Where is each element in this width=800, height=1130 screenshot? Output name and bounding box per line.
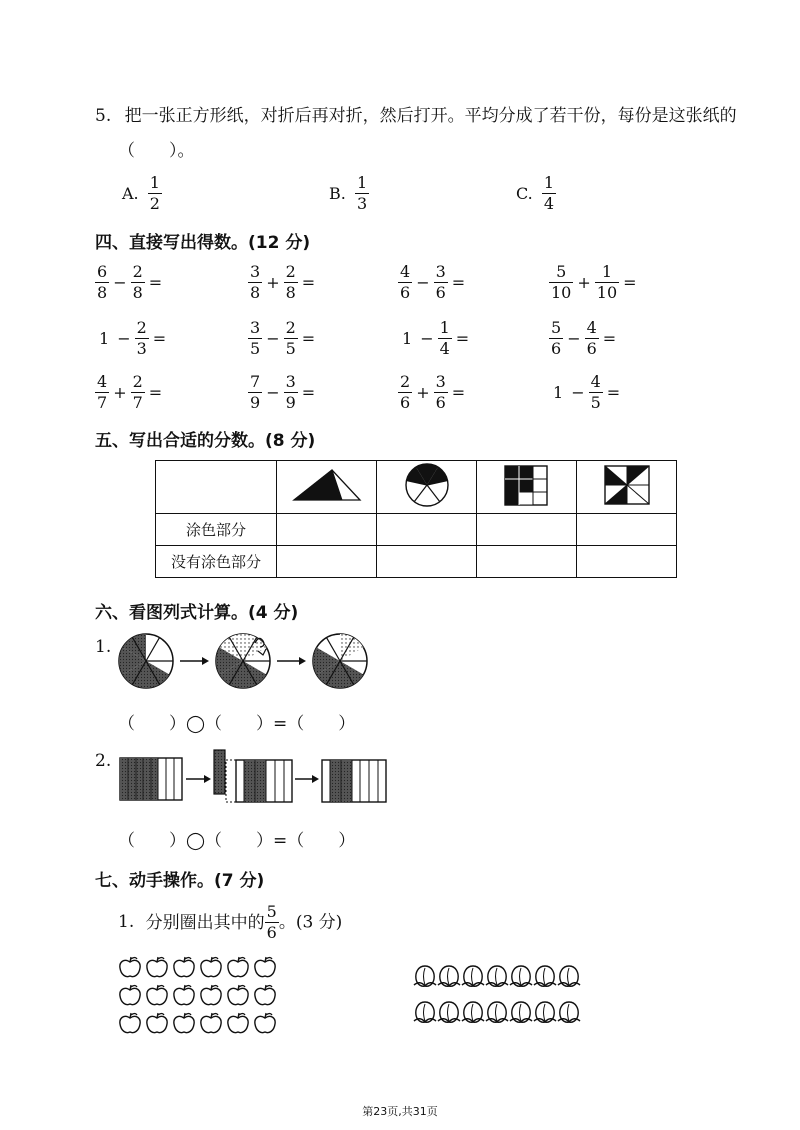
apple-icon [201, 1013, 221, 1033]
operator: − [113, 273, 127, 292]
q5-text: 把一张正方形纸，对折后再对折，然后打开。平均分成了若干份，每份是这张纸的 [124, 106, 737, 126]
answer-cell[interactable] [377, 546, 477, 578]
fraction: $\frac{3}{9}$ [285, 372, 296, 412]
expression [549, 320, 620, 357]
apple-icon [120, 985, 140, 1005]
peach-icon [510, 966, 532, 986]
operator: = [148, 273, 163, 292]
expression [549, 264, 641, 301]
fraction: $\frac{7}{9}$ [250, 372, 261, 412]
peach-icon [414, 966, 436, 986]
page-footer: 第23页,共31页 [362, 1105, 438, 1118]
shape-triangle [277, 461, 377, 514]
q5-option-a [118, 175, 162, 212]
apple-icon [255, 1013, 275, 1033]
apple-icon [255, 957, 275, 977]
pie-2 [216, 634, 270, 688]
table-corner [156, 461, 277, 514]
fraction: $\frac{3}{8}$ [250, 262, 261, 302]
answer-cell[interactable] [477, 514, 577, 546]
operator: = [301, 273, 316, 292]
peach-icon [486, 1002, 508, 1022]
problem-text: 分别圈出其中的 [145, 912, 265, 933]
answer-cell[interactable] [277, 514, 377, 546]
operator: = [301, 383, 316, 402]
fraction: $\frac{3}{5}$ [250, 318, 261, 358]
fraction: $\frac{4}{5}$ [590, 372, 601, 412]
operator: = [148, 383, 163, 402]
expression [248, 320, 319, 357]
row-label-shaded: 涂色部分 [156, 514, 277, 546]
expression [248, 264, 319, 301]
pie-1 [119, 634, 173, 688]
pie-3 [313, 634, 367, 688]
fraction: $\frac{2}{5}$ [285, 318, 296, 358]
fraction: $\frac{2}{7}$ [132, 372, 143, 412]
expression [95, 264, 166, 301]
option-label: C. [516, 184, 533, 203]
operator: = [152, 329, 167, 348]
peach-icon [414, 1002, 436, 1022]
fraction: $\frac{2}{8}$ [285, 262, 296, 302]
option-label: B. [329, 184, 346, 203]
operator: + [113, 383, 127, 402]
apple-grid [116, 952, 286, 1038]
peach-icon [558, 966, 580, 986]
arrow-right-icon [277, 657, 306, 665]
operator: 1 [553, 383, 564, 402]
peach-icon [438, 1002, 460, 1022]
fraction: $\frac{6}{8}$ [97, 262, 108, 302]
peach-rows [412, 960, 592, 1032]
fraction: $\frac{2}{3}$ [136, 318, 147, 358]
operator: = [623, 273, 637, 292]
expression [248, 374, 319, 411]
operator: = [602, 329, 617, 348]
fraction: $\frac{2}{6}$ [400, 372, 411, 412]
equation-blanks-1[interactable]: （ ）◯（ ）=（ ） [118, 714, 356, 734]
operator: − [266, 383, 280, 402]
operator: 1 [402, 329, 413, 348]
q5-option-b [325, 175, 369, 212]
fraction: $\frac{5}{10}$ [551, 262, 572, 302]
section-5-title: 五、写出合适的分数。(8 分) [95, 431, 316, 451]
apple-icon [120, 1013, 140, 1033]
fraction: $\frac{3}{6}$ [435, 372, 446, 412]
problem-2-number: 2. [95, 751, 112, 771]
operator: − [117, 329, 131, 348]
operator: − [420, 329, 434, 348]
q5-tail: （ ）。 [118, 141, 195, 161]
equation-blanks-2[interactable]: （ ）◯（ ）=（ ） [118, 831, 356, 851]
operator: − [567, 329, 581, 348]
operator: + [266, 273, 280, 292]
expression [398, 320, 473, 357]
section-6-title: 六、看图列式计算。(4 分) [95, 603, 299, 623]
operator: = [455, 329, 470, 348]
fraction: $\frac{4}{7}$ [97, 372, 108, 412]
shape-circle [377, 461, 477, 514]
answer-cell[interactable] [277, 546, 377, 578]
problem-7-1 [118, 904, 342, 941]
strip-2 [214, 750, 292, 802]
q5-option-c [512, 175, 556, 212]
peach-icon [486, 966, 508, 986]
shape-grid-square [477, 461, 577, 514]
apple-icon [174, 985, 194, 1005]
operator: 1 [99, 329, 110, 348]
apple-icon [147, 985, 167, 1005]
expression [95, 374, 166, 411]
answer-cell[interactable] [477, 546, 577, 578]
expression [549, 374, 624, 411]
apple-icon [174, 1013, 194, 1033]
operator: = [301, 329, 316, 348]
shape-star-square [577, 461, 677, 514]
q5 [95, 105, 737, 127]
answer-cell[interactable] [377, 514, 477, 546]
apple-icon [228, 957, 248, 977]
operator: = [451, 383, 466, 402]
operator: + [416, 383, 430, 402]
apple-icon [147, 957, 167, 977]
q5-number: 5. [95, 106, 112, 126]
expression [398, 374, 469, 411]
fraction: $\frac{4}{6}$ [400, 262, 411, 302]
expression [95, 320, 170, 357]
fraction-table [155, 460, 677, 578]
strip-1 [120, 758, 182, 800]
fraction: $\frac{1}{4}$ [439, 318, 450, 358]
option-label: A. [122, 184, 139, 203]
fraction: $\frac{5}{6}$ [551, 318, 562, 358]
fraction: $\frac{2}{8}$ [132, 262, 143, 302]
row-label-unshaded: 没有涂色部分 [156, 546, 277, 578]
operator: = [606, 383, 621, 402]
pie-sequence-figure [110, 628, 410, 694]
apple-icon [174, 957, 194, 977]
operator: − [416, 273, 430, 292]
fraction: $\frac{4}{6}$ [586, 318, 597, 358]
peach-icon [510, 1002, 532, 1022]
apple-icon [255, 985, 275, 1005]
operator: = [451, 273, 466, 292]
apple-icon [120, 957, 140, 977]
operator: − [266, 329, 280, 348]
section-7-title: 七、动手操作。(7 分) [95, 871, 265, 891]
operator: − [571, 383, 585, 402]
problem-number: 1. [118, 912, 135, 932]
fraction: $\frac{1}{3}$ [356, 173, 368, 213]
peach-icon [462, 966, 484, 986]
strip-sequence-figure [112, 746, 392, 806]
expression [398, 264, 469, 301]
peach-icon [438, 966, 460, 986]
arrow-right-icon [295, 775, 319, 783]
fraction: $\frac{1}{2}$ [149, 173, 160, 213]
fraction: $\frac{1}{4}$ [543, 173, 555, 213]
apple-icon [201, 957, 221, 977]
answer-cell[interactable] [577, 514, 677, 546]
peach-icon [534, 1002, 556, 1022]
apple-icon [228, 985, 248, 1005]
apple-icon [147, 1013, 167, 1033]
problem-1-number: 1. [95, 637, 112, 657]
peach-icon [534, 966, 556, 986]
peach-icon [462, 1002, 484, 1022]
fraction: $\frac{5}{6}$ [266, 902, 277, 942]
fraction: $\frac{1}{10}$ [596, 262, 618, 302]
arrow-right-icon [180, 657, 209, 665]
section-4-title: 四、直接写出得数。(12 分) [95, 233, 311, 253]
strip-3 [322, 760, 386, 802]
problem-tail: 。(3 分) [278, 912, 343, 933]
answer-cell[interactable] [577, 546, 677, 578]
peach-icon [558, 1002, 580, 1022]
apple-icon [201, 985, 221, 1005]
arrow-right-icon [186, 775, 211, 783]
operator: + [577, 273, 591, 292]
fraction: $\frac{3}{6}$ [435, 262, 446, 302]
apple-icon [228, 1013, 248, 1033]
